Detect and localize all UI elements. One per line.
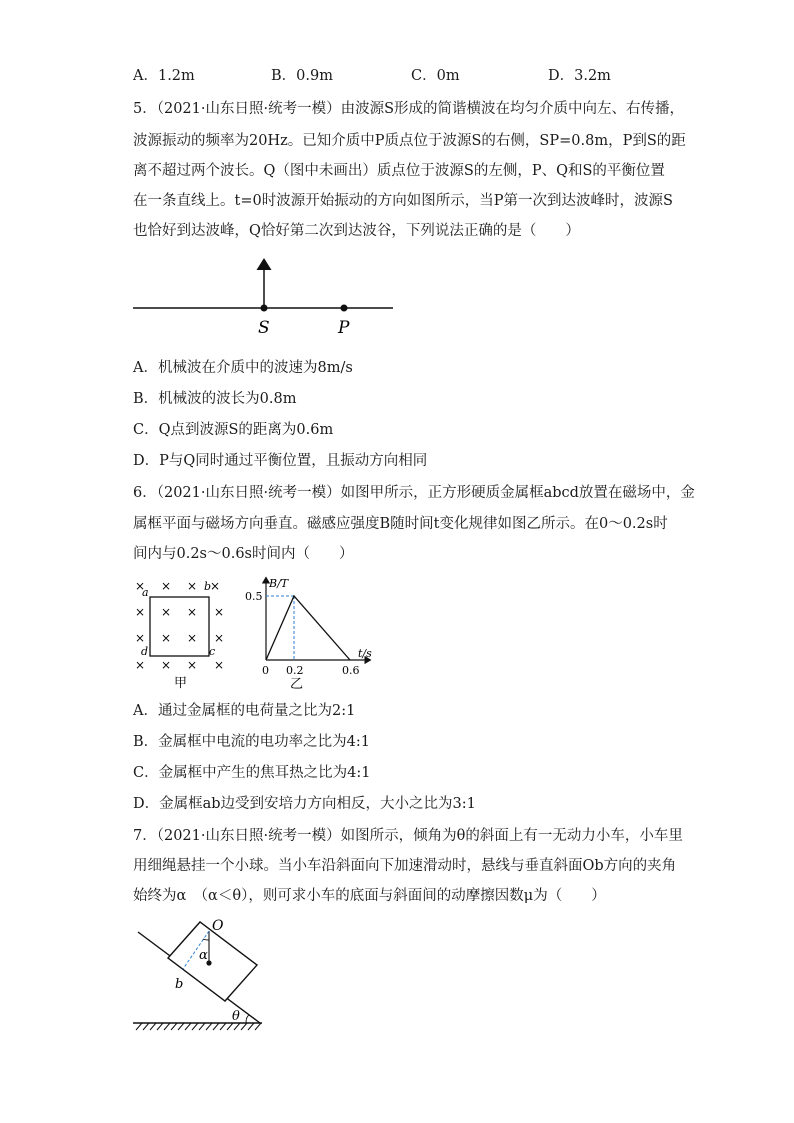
ground-hatch xyxy=(136,1023,261,1030)
q4-options xyxy=(133,66,693,86)
b-t-curve xyxy=(266,596,350,660)
q5-option-b[interactable]: B．机械波的波长为0.8m xyxy=(133,391,297,407)
x-axis-label: t/s xyxy=(358,647,372,660)
field-cross-mark: × xyxy=(187,579,198,593)
point-b-label: b xyxy=(175,977,184,992)
q6-figure-yi-graph xyxy=(240,575,380,690)
field-cross-mark: × xyxy=(214,605,225,619)
q5-stem-line-2: 波源振动的频率为20Hz。已知介质中P质点位于波源S的右侧，SP=0.8m，P到S的距 xyxy=(133,133,686,149)
theta-angle-arc xyxy=(246,1015,249,1023)
alpha-label: α xyxy=(199,948,208,963)
ground-hatch-stroke xyxy=(248,1023,254,1030)
ground-hatch-stroke xyxy=(143,1023,149,1030)
field-cross-mark: × xyxy=(135,631,146,645)
q6-option-b[interactable]: B．金属框中电流的电功率之比为4:1 xyxy=(133,734,370,750)
q5-option-a[interactable]: A．机械波在介质中的波速为8m/s xyxy=(133,360,353,376)
x-tick-label-0: 0 xyxy=(262,664,269,677)
q4-option-c[interactable]: C．0m xyxy=(411,68,460,84)
q5-option-d[interactable]: D．P与Q同时通过平衡位置，且振动方向相同 xyxy=(133,453,428,469)
q7-incline-figure xyxy=(128,918,273,1033)
ground-hatch-stroke xyxy=(255,1023,261,1030)
figure-yi-caption: 乙 xyxy=(290,677,304,690)
field-cross-mark: × xyxy=(135,605,146,619)
q6-stem-line-1: 6．（2021·山东日照·统考一模）如图甲所示，正方形硬质金属框abcd放置在磁场中，金 xyxy=(133,485,695,501)
source-s-label: S xyxy=(258,318,270,338)
y-axis-label: B/T xyxy=(269,577,289,590)
ground-hatch-stroke xyxy=(185,1023,191,1030)
q7-stem-line-2: 用细绳悬挂一个小球。当小车沿斜面向下加速滑动时，悬线与垂直斜面Ob方向的夹角 xyxy=(133,858,677,874)
ground-hatch-stroke xyxy=(192,1023,198,1030)
field-cross-mark: × xyxy=(161,658,172,672)
point-p-dot xyxy=(341,305,348,312)
ground-hatch-stroke xyxy=(241,1023,247,1030)
y-tick-label: 0.5 xyxy=(245,590,263,603)
ground-hatch-stroke xyxy=(199,1023,205,1030)
q6-option-a[interactable]: A．通过金属框的电荷量之比为2:1 xyxy=(133,703,356,719)
q5-wave-figure xyxy=(128,255,398,340)
ground-hatch-stroke xyxy=(227,1023,233,1030)
q7-stem-line-1: 7．（2021·山东日照·统考一模）如图所示，倾角为θ的斜面上有一无动力小车，小车里 xyxy=(133,828,683,844)
ground-hatch-stroke xyxy=(171,1023,177,1030)
field-cross-mark: × xyxy=(187,605,198,619)
ground-hatch-stroke xyxy=(213,1023,219,1030)
ground-hatch-stroke xyxy=(157,1023,163,1030)
figure-jia-caption: 甲 xyxy=(174,676,188,690)
ground-hatch-stroke xyxy=(234,1023,240,1030)
field-cross-mark: × xyxy=(214,658,225,672)
corner-b-label: b xyxy=(204,580,212,593)
q4-option-a[interactable]: A．1.2m xyxy=(133,68,195,84)
point-p-label: P xyxy=(338,318,350,338)
x-tick-label-2: 0.6 xyxy=(342,664,360,677)
field-cross-mark: × xyxy=(161,631,172,645)
q4-option-d[interactable]: D．3.2m xyxy=(548,68,611,84)
field-cross-mark: × xyxy=(210,579,221,593)
field-cross-mark: × xyxy=(187,658,198,672)
corner-d-label: d xyxy=(141,645,149,658)
field-cross-mark: × xyxy=(161,579,172,593)
ground-hatch-stroke xyxy=(150,1023,156,1030)
ground-hatch-stroke xyxy=(178,1023,184,1030)
q6-stem-line-3: 间内与0.2s～0.6s时间内（ ） xyxy=(133,546,354,562)
ground-hatch-stroke xyxy=(206,1023,212,1030)
x-tick-label-1: 0.2 xyxy=(286,664,304,677)
metal-frame-abcd xyxy=(150,597,209,656)
q5-option-c[interactable]: C．Q点到波源S的距离为0.6m xyxy=(133,422,334,438)
theta-label: θ xyxy=(232,1009,240,1024)
point-o-label: O xyxy=(212,918,224,934)
field-cross-mark: × xyxy=(187,631,198,645)
q5-stem-line-1: 5．（2021·山东日照·统考一模）由波源S形成的简谐横波在均匀介质中向左、右传播， xyxy=(133,101,685,117)
q5-stem-line-5: 也恰好到达波峰，Q恰好第二次到达波谷，下列说法正确的是（ ） xyxy=(133,223,580,239)
q6-stem-line-2: 属框平面与磁场方向垂直。磁感应强度B随时间t变化规律如图乙所示。在0～0.2s时 xyxy=(133,516,668,532)
q5-stem-line-3: 离不超过两个波长。Q（图中未画出）质点位于波源S的左侧，P、Q和S的平衡位置 xyxy=(133,163,665,179)
corner-a-label: a xyxy=(142,586,149,599)
field-cross-mark: × xyxy=(135,579,146,593)
field-cross-mark: × xyxy=(161,605,172,619)
field-cross-mark: × xyxy=(214,631,225,645)
q7-stem-line-3: 始终为α （α＜θ），则可求小车的底面与斜面间的动摩擦因数μ为（ ） xyxy=(133,888,606,904)
q6-figure-jia xyxy=(128,575,228,690)
q6-option-d[interactable]: D．金属框ab边受到安培力方向相反，大小之比为3:1 xyxy=(133,796,476,812)
ground-hatch-stroke xyxy=(164,1023,170,1030)
q6-option-c[interactable]: C．金属框中产生的焦耳热之比为4:1 xyxy=(133,765,371,781)
source-s-dot xyxy=(261,305,268,312)
field-cross-mark: × xyxy=(135,658,146,672)
ground-hatch-stroke xyxy=(220,1023,226,1030)
q5-stem-line-4: 在一条直线上。t=0时波源开始振动的方向如图所示，当P第一次到达波峰时，波源S xyxy=(133,193,673,209)
q4-option-b[interactable]: B．0.9m xyxy=(271,68,333,84)
ground-hatch-stroke xyxy=(136,1023,142,1030)
corner-c-label: c xyxy=(209,645,216,658)
